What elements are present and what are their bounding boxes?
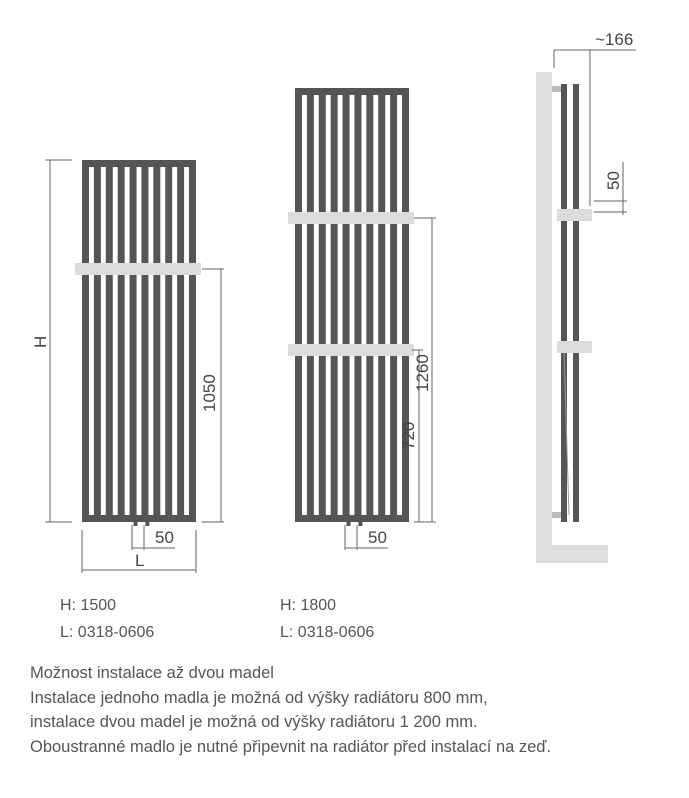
radiator-tube	[319, 88, 326, 522]
width-label: L	[135, 551, 145, 570]
valve	[347, 522, 351, 526]
handle	[288, 344, 414, 356]
note-line: Oboustranné madlo je nutné připevnit na radiátor před instalací na zeď.	[30, 737, 552, 756]
spec-height: H: 1800	[280, 597, 337, 614]
valve	[358, 522, 362, 526]
radiator-tube	[343, 88, 350, 522]
depth-label: ~166	[595, 30, 634, 49]
spacing-label: 50	[368, 528, 387, 547]
radiator-tube	[366, 88, 373, 522]
handle	[557, 209, 592, 221]
height-label: H	[31, 335, 50, 348]
radiator-side-view	[536, 30, 636, 563]
spec-1500	[60, 592, 154, 646]
valve	[145, 522, 149, 526]
radiator-tube	[118, 160, 125, 522]
radiator-tube	[94, 160, 101, 522]
radiator-tube	[165, 160, 172, 522]
radiator-tube	[130, 160, 137, 522]
note-line: Možnost instalace až dvou madel	[30, 664, 274, 682]
valve	[134, 522, 138, 526]
radiator-tube	[141, 160, 148, 522]
radiator-tube	[331, 88, 338, 522]
radiator-tube	[295, 88, 302, 522]
handle	[288, 212, 414, 224]
handle	[557, 341, 592, 353]
spacing-label: 50	[155, 528, 174, 547]
spec-1800	[280, 592, 374, 646]
radiator-tube	[307, 88, 314, 522]
radiator-tube	[82, 160, 89, 522]
spec-height: H: 1500	[60, 597, 117, 614]
note-line: instalace dvou madel je možná od výšky radiátoru 1 200 mm.	[30, 713, 478, 731]
spec-length: L: 0318-0606	[60, 624, 155, 641]
radiator-front-1800	[288, 88, 414, 526]
handle-offset-label: 50	[604, 171, 623, 190]
note-line: Instalace jednoho madla je možná od výšky radiátoru 800 mm,	[30, 688, 488, 707]
radiator-tube	[378, 88, 385, 522]
radiator-tube	[390, 88, 397, 522]
radiator-tube	[354, 88, 361, 522]
spec-length: L: 0318-0606	[280, 624, 375, 641]
radiator-tube	[177, 160, 184, 522]
wall	[536, 72, 608, 563]
radiator-tube	[189, 160, 196, 522]
handle-height-label: 1050	[200, 374, 219, 412]
radiator-tube	[106, 160, 113, 522]
radiator-tube	[402, 88, 409, 522]
installation-notes	[30, 661, 551, 759]
radiator-tube	[153, 160, 160, 522]
handle	[75, 263, 201, 275]
handle-upper-label: 1260	[413, 354, 432, 392]
handle-lower-label: 720	[399, 421, 418, 450]
radiator-front-1500	[75, 160, 201, 526]
